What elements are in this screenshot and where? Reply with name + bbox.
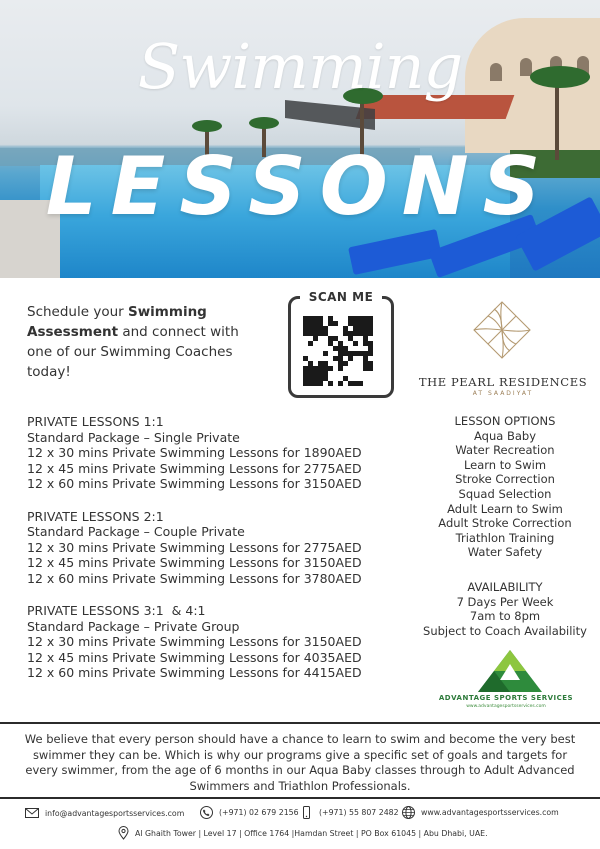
lesson-line: 12 x 45 mins Private Swimming Lessons for 2775AED: [27, 460, 362, 476]
address-text: Al Ghaith Tower | Level 17 | Office 1764 |Hamdan Street | PO Box 61045 | Abu Dhabi, UAE.: [135, 828, 488, 838]
lesson-line: 12 x 45 mins Private Swimming Lessons for 4035AED: [27, 649, 362, 665]
lesson-package: Standard Package – Couple Private: [27, 524, 245, 539]
qr-label: SCAN ME: [300, 290, 382, 306]
palm-frond: [249, 117, 279, 129]
title-lessons: LESSONS: [45, 140, 555, 233]
lesson-package: Standard Package – Single Private: [27, 429, 240, 445]
pearl-residences-logo-icon: [472, 300, 532, 360]
footer-phone1[interactable]: [200, 806, 299, 819]
availability-line: 7am to 8pm: [469, 609, 541, 624]
lesson-block: [27, 603, 407, 681]
footer-address: [118, 826, 488, 840]
mail-icon: [25, 808, 39, 818]
divider-bottom: [0, 797, 600, 799]
mission-statement: We believe that every person should have a chance to learn to swim and become the very best swimmer they can be. Which is why our programs give a specific set of goals and targets for every swimmer, from the age of 6 months in our Aqua Baby classes through to Adult Advanced Swimmers and Triathlon Professionals.: [24, 732, 576, 793]
footer: [0, 805, 600, 849]
option-item: Learn to Swim: [463, 457, 547, 472]
lesson-line: 12 x 30 mins Private Swimming Lessons for 3150AED: [27, 634, 362, 649]
email-text: info@advantagesportsservices.com: [45, 808, 185, 818]
lesson-heading: PRIVATE LESSONS 2:1: [27, 508, 164, 524]
footer-phone2[interactable]: [300, 806, 399, 819]
intro-text: [27, 302, 252, 382]
location-pin-icon: [118, 826, 129, 840]
website-text: www.advantagesportsservices.com: [421, 808, 559, 817]
lesson-line: 12 x 60 mins Private Swimming Lessons for 3780AED: [27, 570, 362, 586]
lesson-line: 12 x 60 mins Private Swimming Lessons for 3150AED: [27, 476, 362, 491]
availability-heading: AVAILABILITY: [467, 579, 543, 594]
lesson-line: 12 x 30 mins Private Swimming Lessons for 1890AED: [27, 445, 362, 460]
phone2-text: (+971) 55 807 2482: [319, 808, 399, 817]
lesson-block: [27, 414, 407, 492]
option-item: Adult Learn to Swim: [447, 501, 563, 516]
lesson-heading: PRIVATE LESSONS 1:1: [27, 414, 164, 429]
ass-name: ADVANTAGE SPORTS SERVICES: [438, 694, 574, 702]
lesson-package: Standard Package – Private Group: [27, 618, 240, 634]
qr-code[interactable]: [303, 316, 373, 386]
qr-module: [368, 381, 373, 386]
intro-part2: and connect with one of our Swimming Coaches today!: [27, 324, 239, 380]
option-item: Squad Selection: [458, 486, 552, 501]
palm-frond: [192, 120, 222, 132]
lesson-options: [420, 414, 590, 638]
footer-website[interactable]: [402, 806, 559, 819]
title-swimming: Swimming: [137, 30, 463, 103]
options-heading: LESSON OPTIONS: [454, 414, 556, 428]
phone-icon: [200, 806, 213, 819]
intro-part1: Schedule your: [27, 304, 128, 320]
lesson-line: 12 x 30 mins Private Swimming Lessons for 2775AED: [27, 539, 362, 555]
hero-photo: [0, 0, 600, 278]
option-item: Stroke Correction: [455, 472, 555, 487]
ass-url[interactable]: www.advantagesportsservices.com: [466, 704, 546, 709]
lesson-line: 12 x 45 mins Private Swimming Lessons for 3150AED: [27, 555, 362, 570]
lesson-block: [27, 509, 407, 587]
intro-bold: Swimming Assessment: [27, 304, 207, 340]
phone1-text: (+971) 02 679 2156: [219, 808, 299, 817]
availability-line: 7 Days Per Week: [456, 594, 554, 609]
footer-email[interactable]: [25, 808, 184, 818]
advantage-sports-logo-icon: [476, 648, 544, 694]
lesson-heading: PRIVATE LESSONS 3:1 & 4:1: [27, 603, 206, 618]
lessons-list: [27, 414, 407, 698]
option-item: Water Safety: [467, 545, 543, 560]
option-item: Triathlon Training: [455, 530, 555, 545]
divider-top: [0, 722, 600, 724]
option-item: Water Recreation: [455, 443, 555, 458]
pearl-name: THE PEARL RESIDENCES: [418, 375, 588, 389]
option-item: Adult Stroke Correction: [438, 516, 572, 531]
availability-line: Subject to Coach Availability: [423, 623, 587, 638]
pearl-sub: AT SAADIYAT: [472, 390, 534, 397]
mobile-icon: [300, 806, 313, 819]
globe-icon: [402, 806, 415, 819]
option-item: Aqua Baby: [474, 428, 536, 443]
lesson-line: 12 x 60 mins Private Swimming Lessons for 4415AED: [27, 665, 362, 680]
